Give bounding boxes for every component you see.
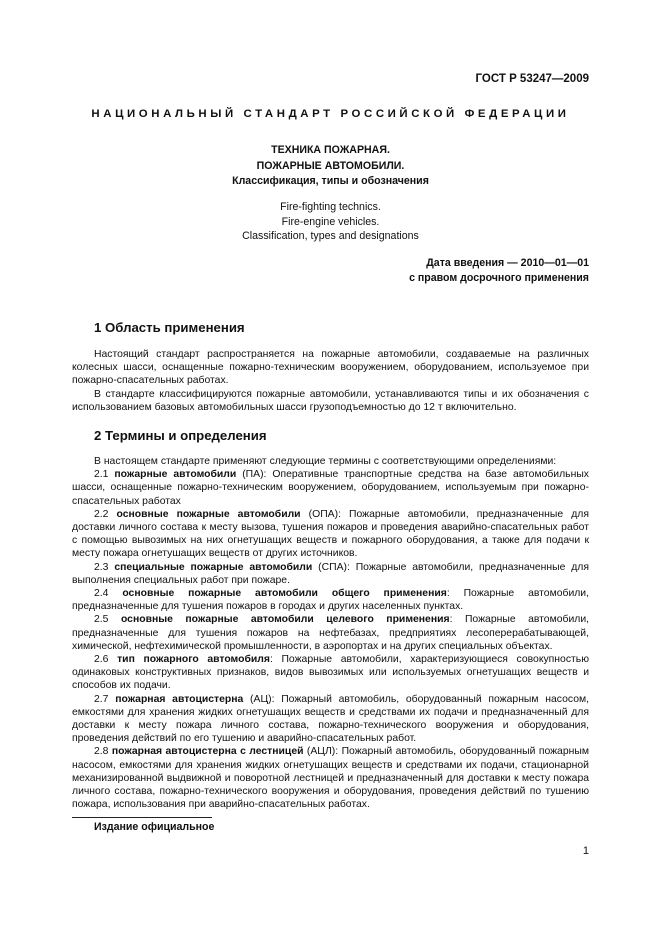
- term-definition: Пожарные автомобили, предназначенные для выполнения специальных работ при пожаре.: [72, 561, 589, 586]
- section-1-body: [72, 348, 589, 414]
- term-definition: Пожарные автомобили, предназначенные для тушения пожаров на нефтебазах, предприятиях лесоперерабатывающей, химической, нефтехимической промышленности, в аэропортах и на других специальных объектах.: [72, 614, 590, 652]
- term-abbr: (АЦЛ):: [303, 746, 342, 758]
- term-abbr: :: [269, 654, 282, 666]
- document-title: [72, 143, 589, 190]
- term-abbr: :: [446, 588, 464, 600]
- term-2-4: [72, 587, 589, 613]
- term-name: тип пожарного автомобиля: [117, 654, 270, 666]
- term-number: 2.3: [94, 561, 109, 573]
- section-1-paragraph-2: В стандарте классифицируются пожарные автомобили, устанавливаются типы и их обозначения с использованием базовых автомобильных шасси грузоподъемностью до 12 т включительно.: [72, 388, 589, 413]
- term-2-7: [72, 693, 589, 746]
- term-number: 2.1: [94, 469, 109, 481]
- term-abbr: (АЦ):: [243, 693, 282, 705]
- term-number: 2.5: [94, 614, 109, 626]
- document-code: ГОСТ Р 53247—2009: [475, 73, 589, 85]
- english-title: [72, 200, 589, 244]
- term-name: специальные пожарные автомобили: [114, 561, 313, 573]
- term-number: 2.4: [94, 588, 109, 600]
- term-2-1: [72, 468, 589, 508]
- term-name: пожарная автоцистерна с лестницей: [111, 746, 304, 758]
- section-1-paragraph-1: Настоящий стандарт распространяется на пожарные автомобили, создаваемые на различных колесных шасси, оснащенные пожарно-техническим вооружением, оборудованием, используемое при пожарно-спасательных работах.: [72, 349, 589, 387]
- page-number: 1: [582, 845, 589, 857]
- term-definition: Пожарные автомобили, предназначенные для доставки личного состава к месту вызова, тушения пожаров и проведения аварийно-спасательных работ с помощью вывозимых на них огнетушащих веществ и пожарного оборудования, а также для подачи к месту пожара огнетушащих веществ от других источников.: [72, 508, 589, 560]
- term-name: основные пожарные автомобили целевого применения: [120, 614, 450, 626]
- section-1-heading: 1 Область применения: [94, 320, 245, 335]
- term-2-6: [72, 653, 589, 693]
- term-definition: Пожарный автомобиль, оборудованный пожарным насосом, емкостями для хранения жидких огнетушащих веществ и средствами их подачи, стационарной механизированной выдвижной и поворотной лестницей и предназначенный для доставки к месту пожара личного состава, пожарно-технического вооружения и оборудования, проведения действий по тушению пожара, использования при аварийно-спасательных работах.: [72, 746, 589, 811]
- term-definition: Пожарный автомобиль, оборудованный пожарным насосом, емкостями для хранения жидких огнетушащих веществ и средствами их подачи и предназначенный для доставки к месту пожара личного состава, пожарно-технического вооружения и оборудования, проведения действий по его тушению и аварийно-спасательных работ.: [72, 693, 590, 745]
- footer-divider: [72, 817, 212, 818]
- term-2-3: [72, 561, 589, 587]
- term-name: основные пожарные автомобили: [116, 508, 301, 520]
- title-line-1: ТЕХНИКА ПОЖАРНАЯ.: [271, 144, 390, 156]
- national-standard-heading: НАЦИОНАЛЬНЫЙ СТАНДАРТ РОССИЙСКОЙ ФЕДЕРАЦИИ: [91, 108, 570, 120]
- term-abbr: (ОПА):: [300, 508, 350, 520]
- term-definition: Пожарные автомобили, характеризующиеся совокупностью одинаковых конструктивных признаков, видов вывозимых или используемых огнетушащих веществ и способов их подачи.: [72, 654, 589, 692]
- section-2-intro: В настоящем стандарте применяют следующие термины с соответствующими определениями:: [94, 456, 557, 467]
- term-abbr: (СПА):: [312, 561, 356, 573]
- english-title-line-1: Fire-fighting technics.: [280, 201, 381, 213]
- term-definition: Оперативные транспортные средства на базе автомобильных шасси, оснащенные пожарно-техническим вооружением, оборудованием, используемым при пожарно-спасательных работах: [72, 469, 589, 507]
- term-2-8: [72, 745, 589, 811]
- early-application-line: с правом досрочного применения: [409, 272, 589, 284]
- introduction-date: [409, 256, 589, 286]
- term-number: 2.8: [94, 746, 109, 758]
- english-title-line-3: Classification, types and designations: [242, 230, 419, 242]
- title-line-2: ПОЖАРНЫЕ АВТОМОБИЛИ.: [256, 159, 405, 172]
- term-2-2: [72, 508, 589, 561]
- term-number: 2.2: [94, 508, 109, 520]
- term-name: пожарная автоцистерна: [115, 693, 244, 705]
- section-2-heading: 2 Термины и определения: [94, 428, 267, 443]
- term-name: основные пожарные автомобили общего применения: [122, 588, 447, 600]
- term-definition: Пожарные автомобили, предназначенные для тушения пожаров в городах и других населенных пунктах.: [72, 588, 590, 613]
- introduction-date-line: Дата введения — 2010—01—01: [426, 257, 589, 269]
- term-name: пожарные автомобили: [114, 469, 237, 481]
- section-2-body: [72, 455, 589, 811]
- english-title-line-2: Fire-engine vehicles.: [281, 215, 380, 228]
- official-edition-label: Издание официальное: [94, 821, 215, 833]
- term-abbr: :: [449, 614, 465, 626]
- title-line-3: Классификация, типы и обозначения: [232, 175, 429, 187]
- term-number: 2.6: [94, 654, 109, 666]
- term-number: 2.7: [94, 693, 109, 705]
- term-abbr: (ПА):: [236, 469, 273, 481]
- term-2-5: [72, 613, 589, 653]
